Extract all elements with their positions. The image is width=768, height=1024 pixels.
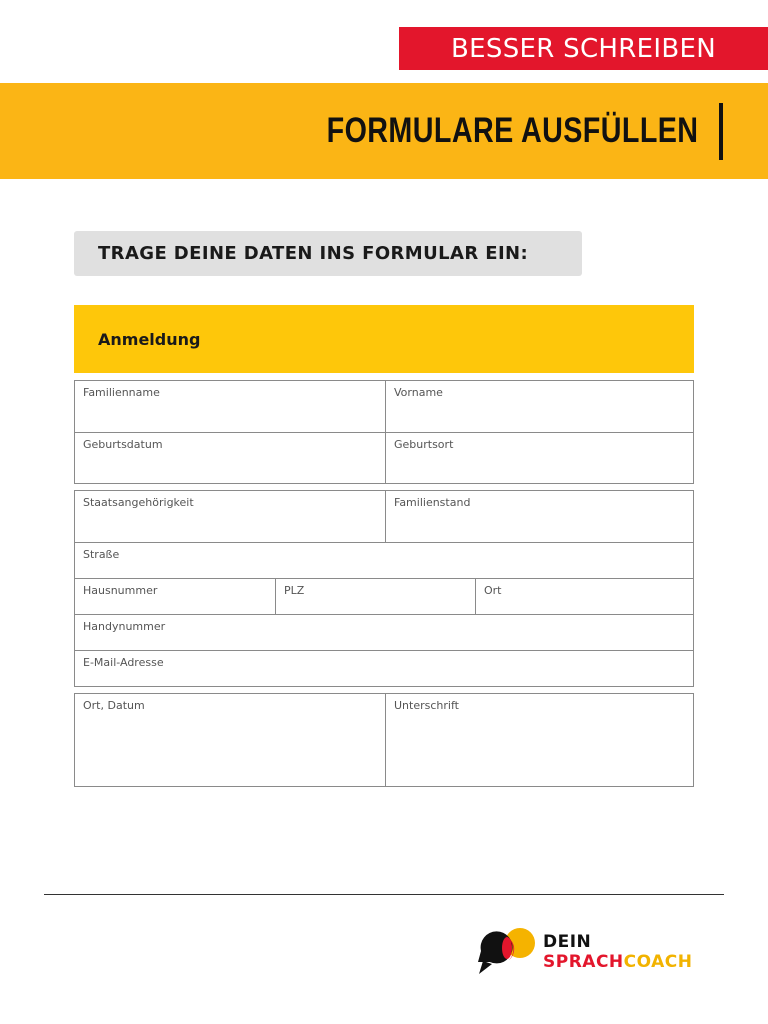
title-band (0, 83, 768, 179)
field-label: Vorname (394, 386, 443, 399)
field-label: Handynummer (83, 620, 166, 633)
field-label: PLZ (284, 584, 305, 597)
form-header (74, 305, 694, 373)
logo-sprach: SPRACH (543, 952, 624, 972)
speech-bubble-logo-icon (474, 922, 538, 978)
field-label: Geburtsort (394, 438, 454, 451)
page-title: FORMULARE AUSFÜLLEN (326, 111, 698, 150)
field-label: E-Mail-Adresse (83, 656, 164, 669)
field-staatsangehoerigkeit[interactable] (75, 491, 385, 542)
field-ort[interactable] (475, 579, 693, 614)
instruction-box (74, 231, 582, 276)
form-row (75, 614, 693, 650)
field-unterschrift[interactable] (385, 694, 693, 786)
form-block-signature (74, 693, 694, 787)
form-row (75, 578, 693, 614)
field-label: Ort (484, 584, 502, 597)
field-plz[interactable] (275, 579, 475, 614)
form-row (75, 432, 693, 483)
field-label: Straße (83, 548, 120, 561)
field-label: Geburtsdatum (83, 438, 163, 451)
form-row (75, 650, 693, 686)
logo-wordmark (543, 932, 693, 972)
field-geburtsdatum[interactable] (75, 433, 385, 483)
brand-logo (474, 922, 724, 978)
field-label: Staatsangehörigkeit (83, 496, 194, 509)
logo-dein: DEIN (543, 932, 592, 952)
form-title: Anmeldung (98, 329, 201, 349)
form-row (75, 694, 693, 786)
form-row (75, 542, 693, 578)
title-bar-accent (719, 103, 723, 160)
field-familienname[interactable] (75, 381, 385, 432)
field-familienstand[interactable] (385, 491, 693, 542)
field-label: Hausnummer (83, 584, 158, 597)
field-label: Unterschrift (394, 699, 459, 712)
form-block-personal (74, 380, 694, 484)
field-label: Ort, Datum (83, 699, 145, 712)
field-email[interactable] (75, 651, 693, 686)
instruction-text: TRAGE DEINE DATEN INS FORMULAR EIN: (98, 243, 529, 264)
form-row (75, 491, 693, 542)
field-hausnummer[interactable] (75, 579, 275, 614)
footer-divider (44, 894, 724, 895)
field-label: Familienstand (394, 496, 471, 509)
field-geburtsort[interactable] (385, 433, 693, 483)
field-ort-datum[interactable] (75, 694, 385, 786)
logo-coach: COACH (623, 952, 693, 972)
form-row (75, 381, 693, 432)
field-handynummer[interactable] (75, 615, 693, 650)
field-vorname[interactable] (385, 381, 693, 432)
field-label: Familienname (83, 386, 160, 399)
form-block-address (74, 490, 694, 687)
banner-label: BESSER SCHREIBEN (451, 33, 716, 64)
top-banner (399, 27, 768, 70)
logo-line2 (543, 952, 693, 972)
field-strasse[interactable] (75, 543, 693, 578)
